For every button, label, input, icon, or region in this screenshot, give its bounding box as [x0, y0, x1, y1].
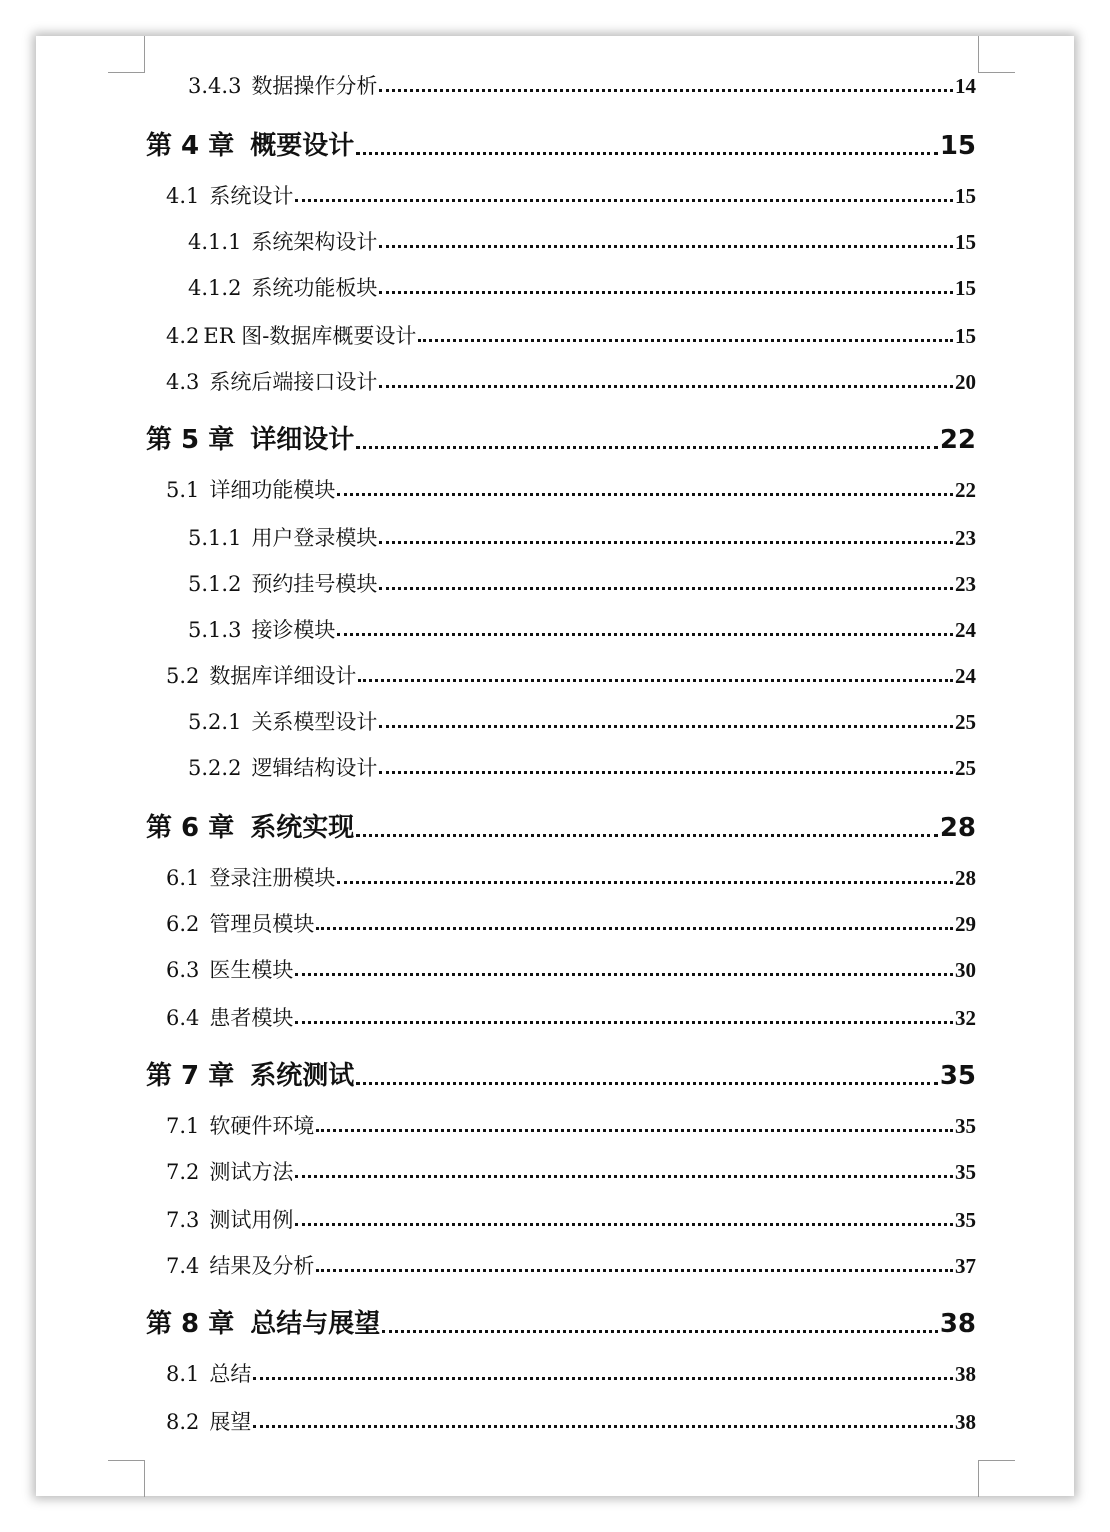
dot-leader	[316, 1129, 953, 1132]
toc-number: 7.4	[166, 1254, 200, 1278]
document-page	[36, 36, 1074, 1496]
toc-entry[interactable]	[166, 1410, 976, 1434]
dot-leader	[337, 633, 953, 636]
toc-chapter-entry[interactable]	[146, 1062, 976, 1092]
toc-page-number: 35	[955, 1114, 976, 1138]
toc-entry[interactable]	[166, 1362, 976, 1386]
toc-page-number: 30	[955, 958, 976, 982]
toc-title: 总结	[209, 1362, 252, 1386]
toc-title: 概要设计	[250, 131, 355, 161]
toc-page-number: 37	[955, 1254, 976, 1278]
dot-leader	[253, 1377, 953, 1380]
toc-entry[interactable]	[166, 1208, 976, 1232]
toc-title: 测试用例	[209, 1208, 294, 1232]
toc-number: 第 5 章	[146, 425, 235, 455]
toc-title: 登录注册模块	[209, 866, 336, 890]
toc-entry[interactable]	[166, 184, 976, 208]
toc-title: 系统测试	[250, 1061, 355, 1091]
toc-number: 第 8 章	[146, 1309, 235, 1339]
dot-leader	[379, 587, 953, 590]
toc-number: 第 4 章	[146, 131, 235, 161]
toc-number: 6.4	[166, 1006, 200, 1030]
toc-title: 系统架构设计	[251, 230, 378, 254]
toc-title: 逻辑结构设计	[251, 756, 378, 780]
toc-title: 系统后端接口设计	[209, 370, 378, 394]
toc-title: 软硬件环境	[209, 1114, 315, 1138]
crop-mark-top-left	[108, 36, 145, 73]
toc-page-number: 24	[955, 664, 976, 688]
toc-page-number: 15	[955, 184, 976, 208]
dot-leader	[379, 291, 953, 294]
toc-number: 第 7 章	[146, 1061, 235, 1091]
dot-leader	[379, 89, 953, 92]
toc-number: 5.1.1	[188, 526, 242, 550]
toc-page-number: 20	[955, 370, 976, 394]
toc-entry[interactable]	[166, 1006, 976, 1030]
dot-leader	[379, 771, 953, 774]
dot-leader	[295, 1175, 953, 1178]
toc-page-number: 32	[955, 1006, 976, 1030]
toc-title: 系统设计	[209, 184, 294, 208]
toc-number: 5.1.2	[188, 572, 242, 596]
toc-number: 7.2	[166, 1160, 200, 1184]
toc-entry[interactable]	[166, 912, 976, 936]
dot-leader	[379, 541, 953, 544]
toc-title: 接诊模块	[251, 618, 336, 642]
toc-page-number: 15	[955, 324, 976, 348]
toc-title: 详细设计	[250, 425, 355, 455]
toc-entry[interactable]	[166, 370, 976, 394]
toc-page-number: 35	[955, 1160, 976, 1184]
toc-title: ER 图-数据库概要设计	[203, 324, 417, 348]
toc-page-number: 38	[939, 1309, 976, 1339]
toc-number: 第 6 章	[146, 813, 235, 843]
dot-leader	[356, 834, 938, 837]
toc-entry[interactable]	[188, 230, 976, 254]
toc-entry[interactable]	[188, 756, 976, 780]
toc-number: 5.2.1	[188, 710, 242, 734]
toc-number: 5.1.3	[188, 618, 242, 642]
toc-chapter-entry[interactable]	[146, 426, 976, 456]
toc-page-number: 38	[955, 1410, 976, 1434]
toc-page-number: 35	[939, 1061, 976, 1091]
toc-page-number: 28	[955, 866, 976, 890]
toc-page-number: 23	[955, 572, 976, 596]
dot-leader	[379, 245, 953, 248]
dot-leader	[379, 725, 953, 728]
toc-title: 数据操作分析	[251, 74, 378, 98]
toc-number: 5.2.2	[188, 756, 242, 780]
toc-page-number: 38	[955, 1362, 976, 1386]
toc-title: 预约挂号模块	[251, 572, 378, 596]
toc-title: 测试方法	[209, 1160, 294, 1184]
toc-page-number: 15	[955, 230, 976, 254]
toc-entry[interactable]	[166, 1114, 976, 1138]
toc-number: 7.1	[166, 1114, 200, 1138]
dot-leader	[356, 1082, 938, 1085]
toc-entry[interactable]	[166, 664, 976, 688]
toc-page-number: 25	[955, 710, 976, 734]
toc-entry[interactable]	[188, 276, 976, 300]
dot-leader	[295, 1223, 953, 1226]
toc-number: 4.2	[166, 324, 200, 348]
toc-number: 4.1.1	[188, 230, 242, 254]
toc-page-number: 23	[955, 526, 976, 550]
toc-entry[interactable]	[188, 572, 976, 596]
toc-number: 6.2	[166, 912, 200, 936]
toc-entry[interactable]	[188, 618, 976, 642]
toc-number: 4.1.2	[188, 276, 242, 300]
toc-chapter-entry[interactable]	[146, 132, 976, 162]
toc-number: 8.1	[166, 1362, 200, 1386]
dot-leader	[253, 1425, 953, 1428]
crop-mark-bottom-right	[978, 1460, 1015, 1497]
dot-leader	[356, 152, 938, 155]
toc-title: 结果及分析	[209, 1254, 315, 1278]
toc-number: 4.3	[166, 370, 200, 394]
toc-number: 3.4.3	[188, 74, 242, 98]
toc-number: 5.1	[166, 478, 200, 502]
toc-entry[interactable]	[166, 958, 976, 982]
dot-leader	[295, 973, 953, 976]
toc-entry[interactable]	[188, 74, 976, 98]
toc-title: 用户登录模块	[251, 526, 378, 550]
toc-entry[interactable]	[166, 1160, 976, 1184]
dot-leader	[382, 1330, 938, 1333]
toc-page-number: 15	[955, 276, 976, 300]
toc-title: 总结与展望	[250, 1309, 381, 1339]
toc-page-number: 22	[955, 478, 976, 502]
toc-title: 医生模块	[209, 958, 294, 982]
toc-entry[interactable]	[188, 526, 976, 550]
toc-number: 4.1	[166, 184, 200, 208]
toc-number: 6.1	[166, 866, 200, 890]
toc-page-number: 24	[955, 618, 976, 642]
toc-entry[interactable]	[166, 478, 976, 502]
dot-leader	[295, 199, 953, 202]
toc-number: 6.3	[166, 958, 200, 982]
toc-number: 5.2	[166, 664, 200, 688]
toc-page-number: 35	[955, 1208, 976, 1232]
toc-title: 系统功能板块	[251, 276, 378, 300]
dot-leader	[358, 679, 953, 682]
dot-leader	[418, 339, 953, 342]
toc-title: 患者模块	[209, 1006, 294, 1030]
dot-leader	[356, 446, 938, 449]
toc-entry[interactable]	[166, 1254, 976, 1278]
dot-leader	[379, 385, 953, 388]
toc-number: 7.3	[166, 1208, 200, 1232]
toc-title: 展望	[209, 1410, 252, 1434]
toc-entry[interactable]	[188, 710, 976, 734]
crop-mark-bottom-left	[108, 1460, 145, 1497]
dot-leader	[337, 881, 953, 884]
dot-leader	[316, 1269, 953, 1272]
toc-chapter-entry[interactable]	[146, 1310, 976, 1340]
toc-page-number: 15	[939, 131, 976, 161]
dot-leader	[337, 493, 953, 496]
toc-title: 数据库详细设计	[209, 664, 357, 688]
toc-title: 详细功能模块	[209, 478, 336, 502]
toc-number: 8.2	[166, 1410, 200, 1434]
toc-title: 关系模型设计	[251, 710, 378, 734]
toc-chapter-entry[interactable]	[146, 814, 976, 844]
toc-page-number: 25	[955, 756, 976, 780]
toc-title: 管理员模块	[209, 912, 315, 936]
toc-page-number: 22	[939, 425, 976, 455]
toc-title: 系统实现	[250, 813, 355, 843]
toc-page-number: 14	[955, 74, 976, 98]
crop-mark-top-right	[978, 36, 1015, 73]
dot-leader	[295, 1021, 953, 1024]
toc-page-number: 28	[939, 813, 976, 843]
toc-entry[interactable]	[166, 324, 976, 348]
toc-entry[interactable]	[166, 866, 976, 890]
dot-leader	[316, 927, 953, 930]
toc-page-number: 29	[955, 912, 976, 936]
